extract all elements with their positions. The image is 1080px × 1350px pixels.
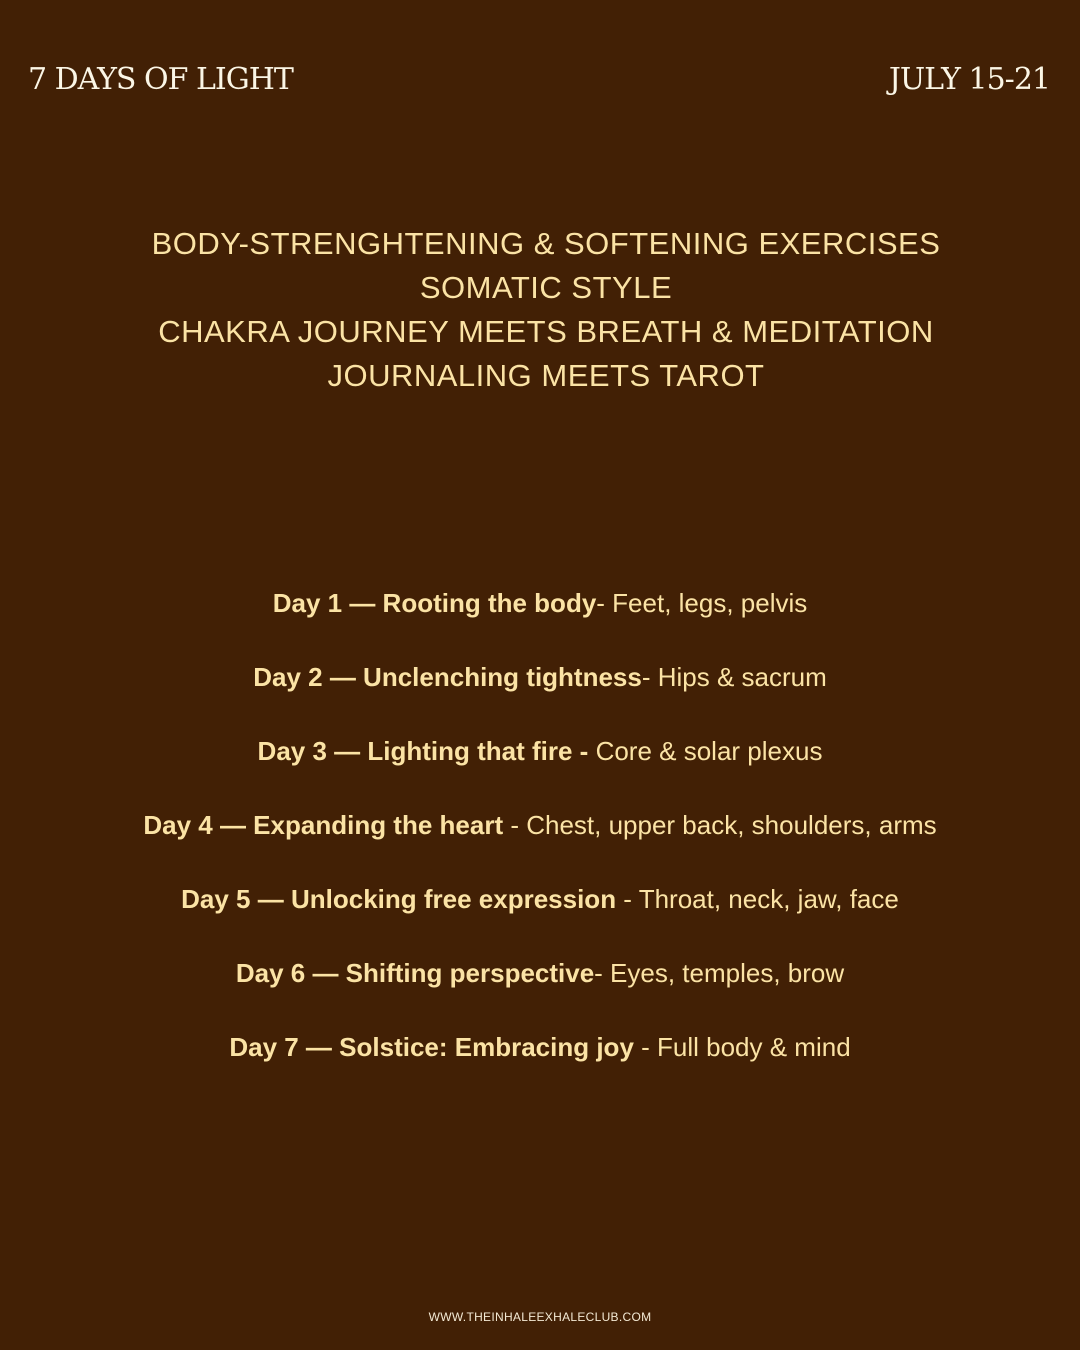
overview-line: SOMATIC STYLE bbox=[419, 270, 673, 305]
day-detail: - Chest, upper back, shoulders, arms bbox=[503, 810, 937, 840]
overview-line: CHAKRA JOURNEY MEETS BREATH & MEDITATION bbox=[158, 314, 934, 349]
day-heading: Day 7 — Solstice: Embracing joy bbox=[229, 1032, 634, 1062]
schedule-item-day-3 bbox=[0, 733, 1080, 807]
schedule-item-day-1 bbox=[0, 585, 1080, 659]
day-heading: Day 5 — Unlocking free expression bbox=[181, 884, 617, 914]
website-link[interactable]: WWW.THEINHALEEXHALECLUB.COM bbox=[428, 1310, 652, 1324]
day-detail: Core & solar plexus bbox=[588, 736, 823, 766]
schedule-item-day-7 bbox=[0, 1029, 1080, 1103]
page-title: 7 DAYS OF LIGHT bbox=[28, 62, 293, 97]
day-heading: Day 4 — Expanding the heart bbox=[143, 810, 504, 840]
day-heading: Day 6 — Shifting perspective bbox=[235, 958, 595, 988]
day-detail: - Hips & sacrum bbox=[641, 662, 827, 692]
day-heading: Day 2 — Unclenching tightness bbox=[253, 662, 642, 692]
day-heading: Day 1 — Rooting the body bbox=[272, 588, 597, 618]
date-range: JULY 15-21 bbox=[888, 62, 1050, 97]
schedule-item-day-2 bbox=[0, 659, 1080, 733]
day-detail: - Full body & mind bbox=[633, 1032, 851, 1062]
overview-line: BODY-STRENGHTENING & SOFTENING EXERCISES bbox=[151, 226, 941, 261]
overview-line: JOURNALING MEETS TAROT bbox=[327, 358, 765, 393]
day-detail: - Feet, legs, pelvis bbox=[596, 588, 808, 618]
day-schedule bbox=[0, 585, 1080, 1103]
day-detail: - Throat, neck, jaw, face bbox=[616, 884, 899, 914]
program-overview bbox=[0, 222, 1080, 398]
schedule-item-day-6 bbox=[0, 955, 1080, 1029]
schedule-item-day-4 bbox=[0, 807, 1080, 881]
day-detail: - Eyes, temples, brow bbox=[594, 958, 845, 988]
day-heading: Day 3 — Lighting that fire - bbox=[257, 736, 589, 766]
schedule-item-day-5 bbox=[0, 881, 1080, 955]
